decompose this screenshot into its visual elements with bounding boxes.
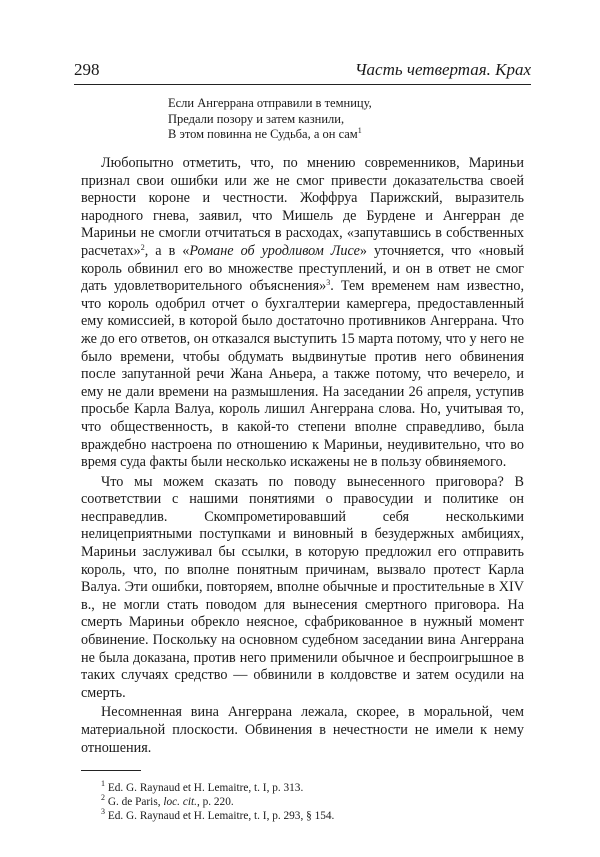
footnote-ref: 3 (326, 278, 331, 288)
epigraph-line (168, 127, 498, 143)
paragraph-text: » уточняется, что «новый король обвинил его во множестве преступлений, и он в ответ не смог дать удовлетворительного объяснения» (81, 242, 524, 295)
main-text (81, 155, 524, 757)
footnote-text: G. de Paris, (107, 796, 164, 809)
footnote-number: 3 (101, 807, 105, 817)
footnote-italic: loc. cit. (163, 796, 197, 809)
footnote-number: 2 (101, 793, 105, 803)
page-number: 298 (74, 60, 100, 79)
paragraph: Несомненная вина Ангеррана лежала, скорее, в моральной, чем материальной плоскости. Обвинения в нечестности не имели к нему отношения. (81, 704, 524, 756)
footnote (81, 781, 501, 795)
page-header (74, 58, 531, 85)
footnote-text: Ed. G. Raynaud et H. Lemaitre, t. I, p. 313. (107, 782, 304, 794)
footnotes (81, 781, 501, 824)
footnote-ref: 1 (357, 126, 362, 135)
footnote-ref: 2 (140, 242, 145, 252)
paragraph-text: Любопытно отметить, что, по мнению современников, Мариньи признал свои ошибки или же не смог привести доказательства своей верности короне и честности. Жоффруа Парижский, выразитель народного гнева, заявил, что Мишель де Бурдене и Ангерран де Мариньи не смогли отчитаться в расходах, «запутавшись в собственных расчетах» (81, 155, 524, 259)
footnote-number: 1 (101, 779, 105, 788)
footnote (81, 795, 501, 809)
epigraph-line-text: В этом повинна не Судьба, а он сам (168, 127, 358, 141)
book-title: Романе об уродливом Лисе (189, 242, 360, 259)
footnote-divider (81, 770, 141, 771)
running-title: Часть четвертая. Крах (354, 60, 531, 79)
paragraph-text: , а в « (144, 242, 190, 259)
epigraph (168, 96, 498, 143)
epigraph-line: Предали позору и затем казнили, (168, 111, 345, 126)
footnote-text: Ed. G. Raynaud et H. Lemaitre, t. I, p. 293, § 154. (107, 810, 335, 823)
footnote-text: , p. 220. (196, 796, 234, 809)
paragraph: Что мы можем сказать по поводу вынесенного приговора? В соответствии с нашими понятиями о правосудии и политике он несправедлив. Скомпрометировавший себя несколькими нелицеприятными поступками и виновный в безудержных амбициях, Мариньи заслуживал бы ссылки, в которую предложил его отправить король, что, по вполне понятным причинам, вызвало протест Карла Валуа. Эти ошибки, повторяем, вполне обычные и простительные в XIV в., не могли стать поводом для вынесения смертного приговора. На смерть Мариньи обрекло неясное, сфабрикованное в нужный момент обвинение. Поскольку на основном судебном заседании вина Ангеррана не была доказана, против него применили обычное и беспроигрышное в таких случаях средство — обвинили в колдовстве и затем осудили на смерть. (81, 473, 524, 701)
footnote (81, 809, 501, 823)
paragraph (81, 155, 524, 472)
epigraph-line: Если Ангеррана отправили в темницу, (168, 96, 372, 110)
paragraph-text: . Тем временем нам известно, что король одобрил отчет о бухгалтерии камергера, предоставленный ему комиссией, в которой было достаточно противников Ангеррана. Что же до его ответов, он отказался выступить 15 марта потому, что у него не было времени, чтобы обдумать выдвинутые против него обвинения после запутанной речи Жана Аньера, а также потому, что вечерело, и ему не дали времени на размышления. На заседании 26 апреля, уступив просьбе Карла Валуа, король лишил Ангеррана слова. Но, учитывая то, что общественность, в какой-то степени вполне справедливо, была враждебно настроена по отношению к Мариньи, неудивительно, что во время суда факты были несколько искажены не в пользу обвиняемого. (81, 278, 524, 471)
